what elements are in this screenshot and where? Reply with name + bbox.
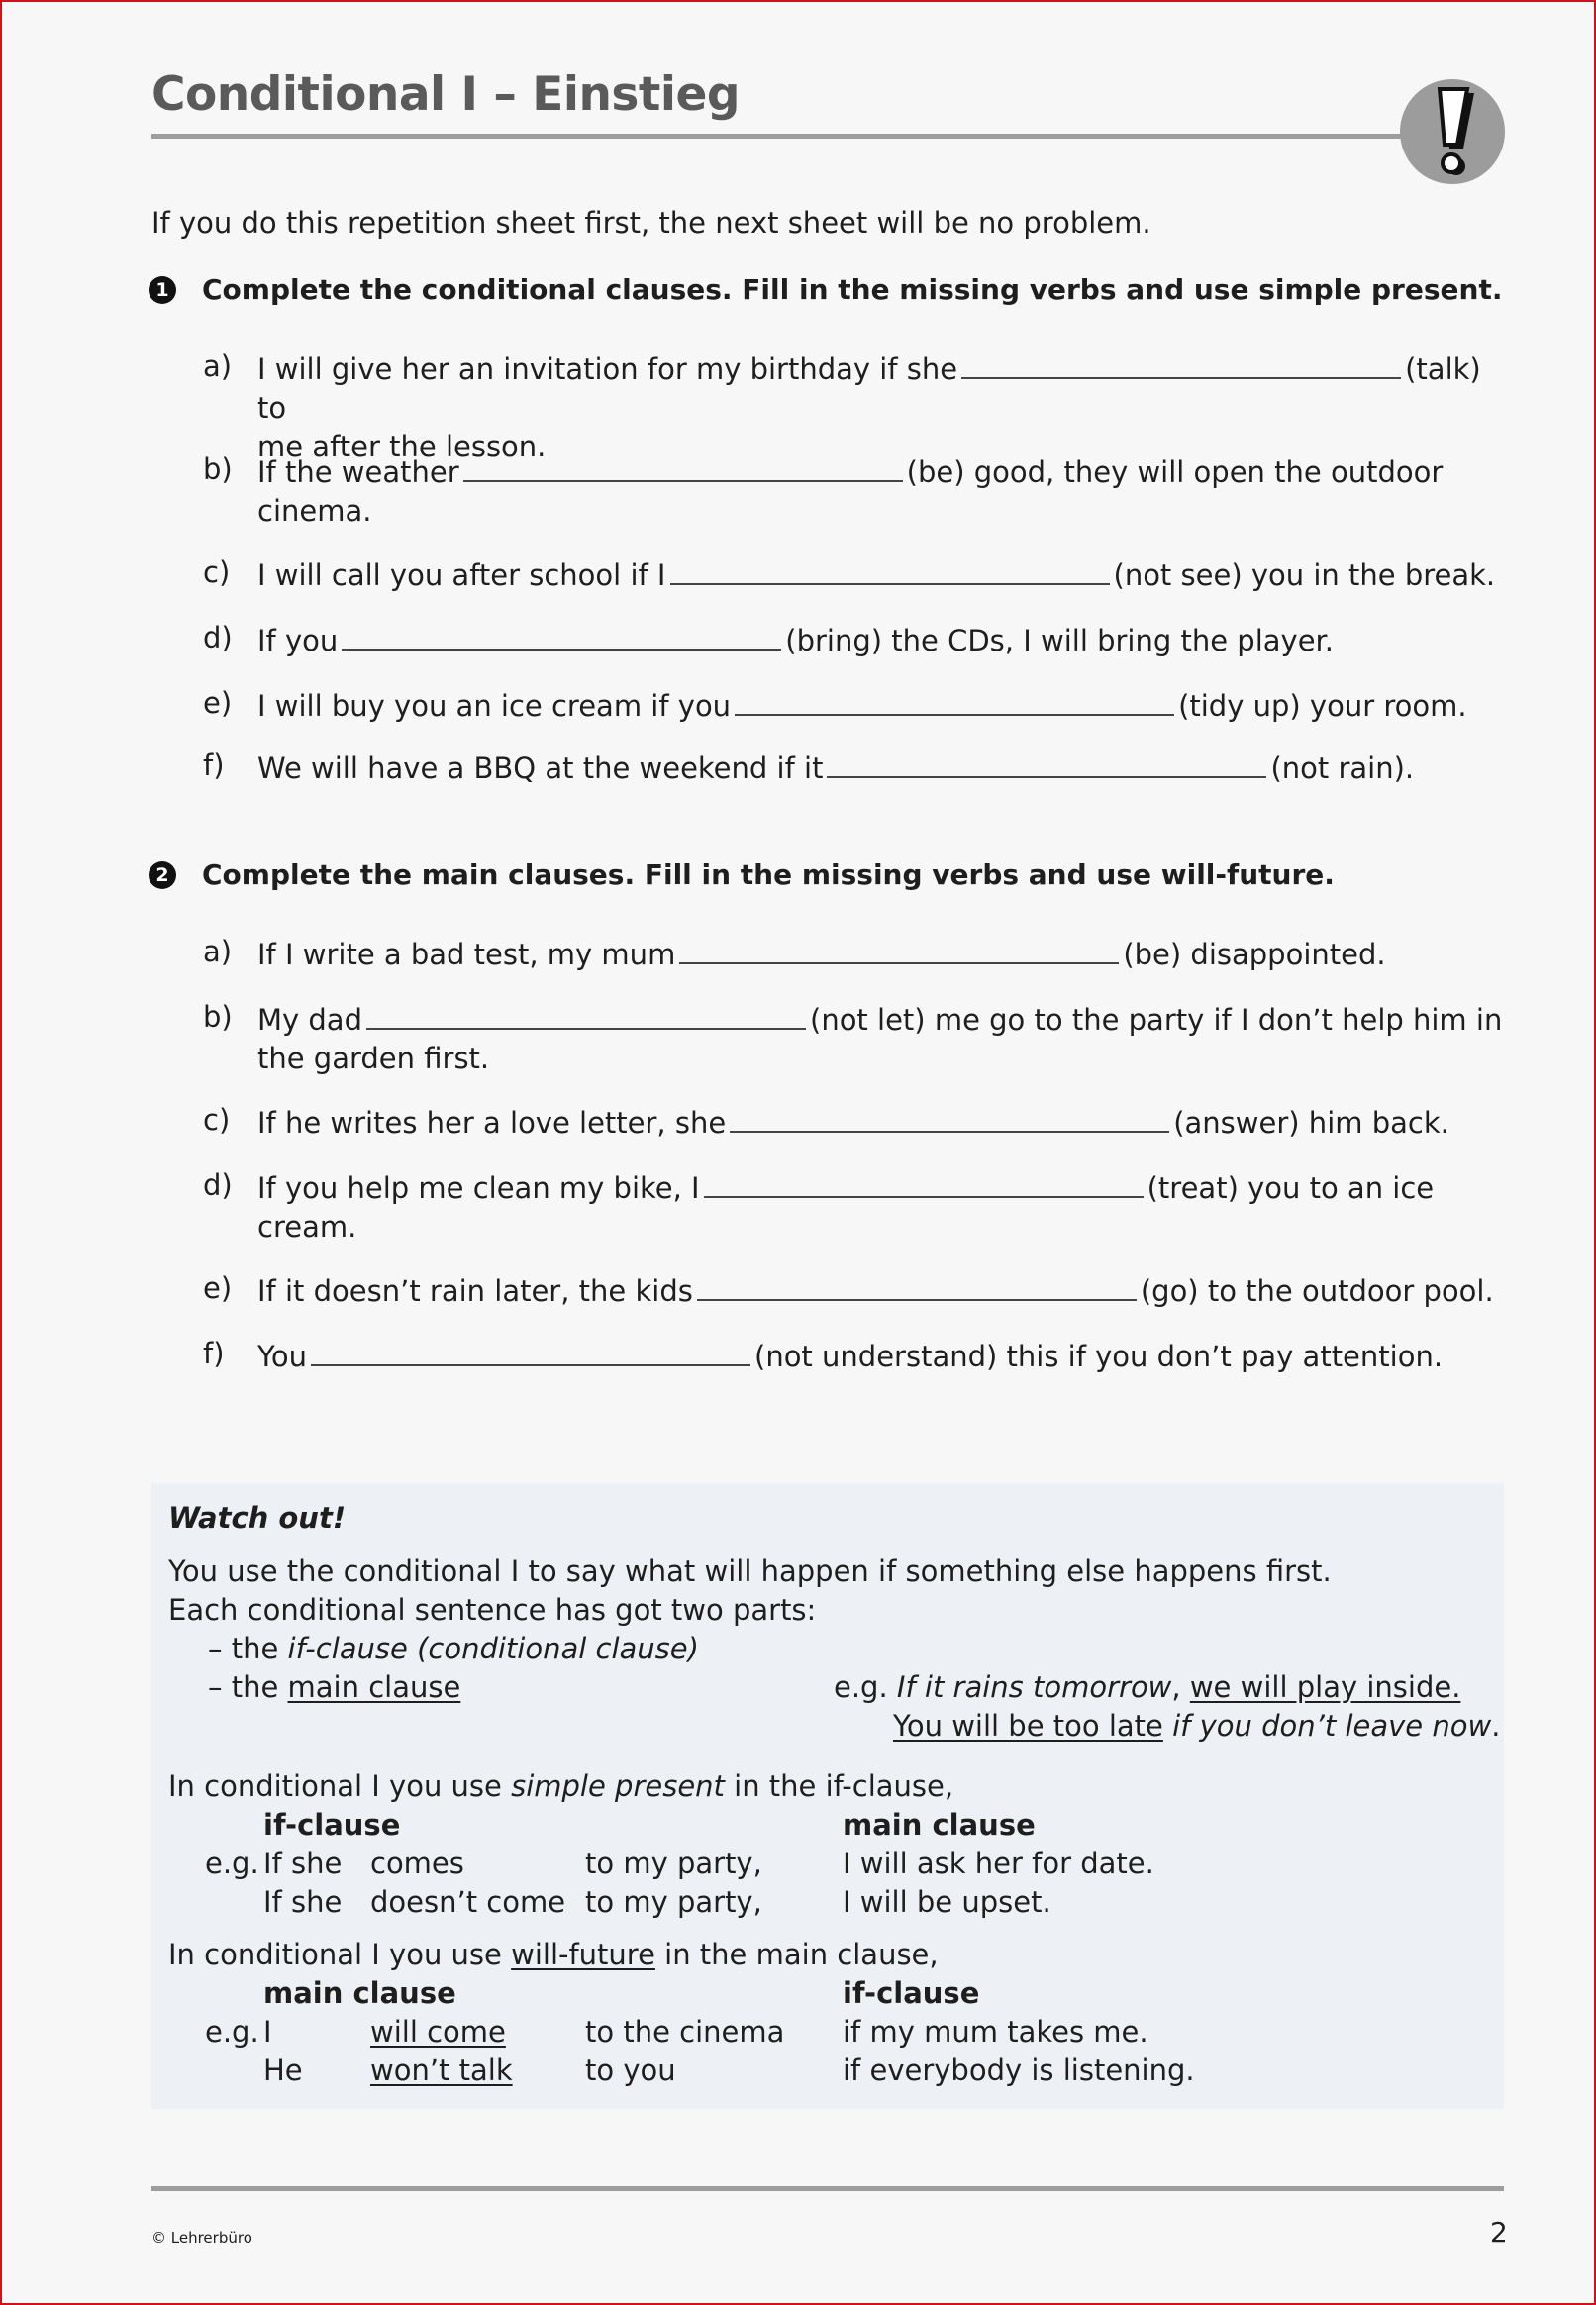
item-text: the garden first.	[257, 1042, 490, 1075]
item-text: If he writes her a love letter, she	[257, 1106, 727, 1140]
item-label: d)	[203, 621, 233, 654]
part-if-clause	[208, 1632, 699, 1665]
table1-main: I will be upset.	[843, 1885, 1051, 1919]
item-text: (tidy up) your room.	[1178, 689, 1467, 723]
table2-subject: He	[263, 2054, 303, 2087]
simple-present-rule	[168, 1769, 953, 1803]
item-text: (treat) you to an ice	[1147, 1171, 1435, 1205]
item-text: If it doesn’t rain later, the kids	[257, 1274, 693, 1308]
table2-col-if-clause: if-clause	[843, 1976, 980, 2010]
answer-blank[interactable]	[827, 747, 1266, 778]
answer-blank[interactable]	[463, 451, 903, 482]
rule-text: In conditional I you use	[168, 1769, 512, 1803]
task-heading-text: Complete the main clauses. Fill in the missing verbs and use will-future.	[202, 858, 1335, 891]
task2-item-e	[203, 1269, 1510, 1311]
answer-blank[interactable]	[697, 1269, 1137, 1301]
part-main-clause	[208, 1670, 460, 1704]
table1-rest: to my party,	[585, 1885, 762, 1919]
item-label: a)	[203, 350, 233, 383]
rule-tense: will-future	[511, 1938, 655, 1971]
answer-blank[interactable]	[961, 348, 1401, 379]
table1-main: I will ask her for date.	[843, 1847, 1154, 1880]
item-text: If you help me clean my bike, I	[257, 1171, 700, 1205]
example-main-clause: we will play inside.	[1189, 1670, 1461, 1704]
item-label: b)	[203, 1000, 233, 1034]
task2-item-a	[203, 933, 1510, 974]
item-label: c)	[203, 1103, 231, 1137]
item-label: e)	[203, 686, 233, 720]
table2-verb: won’t talk	[370, 2054, 513, 2087]
item-text: If you	[257, 624, 339, 657]
table2-verb: will come	[370, 2015, 506, 2049]
rule-text: in the if-clause,	[724, 1769, 954, 1803]
example-period: .	[1491, 1709, 1501, 1743]
task1-item-b	[203, 451, 1510, 531]
task2-item-d	[203, 1166, 1510, 1247]
table1-rest: to my party,	[585, 1847, 762, 1880]
item-text: (answer) him back.	[1173, 1106, 1449, 1140]
item-text: (talk) to	[257, 352, 1481, 425]
table1-verb: comes	[370, 1847, 464, 1880]
item-text: You	[257, 1340, 307, 1373]
item-text: We will have a BBQ at the weekend if it	[257, 752, 824, 785]
table1-verb: doesn’t come	[370, 1885, 566, 1919]
item-text: (bring) the CDs, I will bring the player.	[785, 624, 1335, 657]
item-text: (not see) you in the break.	[1113, 558, 1496, 592]
table2-col-main-clause: main clause	[263, 1976, 456, 2010]
page-title: Conditional I – Einstieg	[151, 67, 740, 122]
table2-eg: e.g.	[205, 2015, 259, 2049]
table2-main: if everybody is listening.	[843, 2054, 1195, 2087]
item-text: I will buy you an ice cream if you	[257, 689, 732, 723]
task1-item-c	[203, 553, 1510, 595]
task1-item-d	[203, 619, 1510, 660]
watch-out-title: Watch out!	[168, 1501, 347, 1535]
table2-subject: I	[263, 2015, 272, 2049]
item-text: cream.	[257, 1210, 357, 1244]
part-prefix: – the	[208, 1632, 288, 1665]
item-label: b)	[203, 452, 233, 486]
page-number: 2	[1490, 2216, 1508, 2249]
will-future-rule	[168, 1938, 939, 1971]
item-text: cinema.	[257, 494, 372, 528]
table2-rest: to the cinema	[585, 2015, 785, 2049]
item-label: c)	[203, 555, 231, 589]
eg-label: e.g.	[834, 1670, 888, 1704]
rule-text: In conditional I you use	[168, 1938, 512, 1971]
item-text: If I write a bad test, my mum	[257, 938, 676, 971]
watch-out-box	[151, 1483, 1504, 2109]
example-if-clause: If it rains tomorrow	[896, 1670, 1172, 1704]
task1-heading	[149, 273, 1502, 306]
item-text: (go) to the outdoor pool.	[1140, 1274, 1494, 1308]
table1-col-main-clause: main clause	[843, 1808, 1036, 1842]
item-text: (not understand) this if you don’t pay attention.	[754, 1340, 1444, 1373]
exclamation-mark-icon	[1398, 77, 1507, 186]
answer-blank[interactable]	[735, 684, 1174, 716]
task2-item-c	[203, 1101, 1510, 1143]
task2-heading	[149, 858, 1335, 891]
answer-blank[interactable]	[730, 1101, 1169, 1133]
item-text: I will call you after school if I	[257, 558, 666, 592]
item-label: f)	[203, 749, 225, 782]
item-text: I will give her an invitation for my birthday if she	[257, 352, 958, 386]
item-text: My dad	[257, 1003, 362, 1037]
task-heading-text: Complete the conditional clauses. Fill in the missing verbs and use simple present.	[202, 273, 1503, 306]
task2-item-f	[203, 1335, 1510, 1376]
item-text: me after the lesson.	[257, 430, 547, 463]
item-text: (not let) me go to the party if I don’t help him in	[810, 1003, 1503, 1037]
rule-text: in the main clause,	[654, 1938, 939, 1971]
item-label: a)	[203, 935, 233, 968]
table1-subject: If she	[263, 1847, 343, 1880]
task2-item-b	[203, 998, 1510, 1078]
task1-item-f	[203, 747, 1510, 788]
task1-item-e	[203, 684, 1510, 726]
task-number: 2	[149, 861, 176, 889]
copyright: © Lehrerbüro	[151, 2229, 252, 2247]
table2-rest: to you	[585, 2054, 676, 2087]
watch-out-text: Each conditional sentence has got two parts:	[168, 1593, 817, 1627]
item-text: If the weather	[257, 455, 459, 489]
item-label: f)	[203, 1337, 225, 1370]
item-label: e)	[203, 1271, 233, 1305]
part-prefix: – the	[208, 1670, 288, 1704]
intro-text: If you do this repetition sheet first, the next sheet will be no problem.	[151, 206, 1151, 240]
answer-blank[interactable]	[366, 998, 806, 1030]
watch-out-text: You use the conditional I to say what will happen if something else happens first.	[168, 1554, 1332, 1588]
answer-blank[interactable]	[311, 1335, 750, 1366]
table1-subject: If she	[263, 1885, 343, 1919]
table1-eg: e.g.	[205, 1847, 259, 1880]
answer-blank[interactable]	[670, 553, 1110, 585]
example-comma: ,	[1171, 1670, 1181, 1704]
footer-divider	[151, 2186, 1504, 2191]
table2-main: if my mum takes me.	[843, 2015, 1148, 2049]
part-label: if-clause (conditional clause)	[287, 1632, 699, 1665]
item-text: (not rain).	[1270, 752, 1415, 785]
item-label: d)	[203, 1168, 233, 1202]
answer-blank[interactable]	[679, 933, 1119, 964]
table1-col-if-clause: if-clause	[263, 1808, 401, 1842]
example-sentence-2	[893, 1709, 1500, 1743]
task-number: 1	[149, 276, 176, 304]
item-text: (be) disappointed.	[1123, 938, 1386, 971]
example-main-clause: You will be too late	[893, 1709, 1163, 1743]
item-text: (be) good, they will open the outdoor	[906, 455, 1444, 489]
part-label: main clause	[287, 1670, 461, 1704]
example-if-clause: if you don’t leave now	[1172, 1709, 1492, 1743]
answer-blank[interactable]	[704, 1166, 1144, 1198]
rule-tense: simple present	[511, 1769, 725, 1803]
answer-blank[interactable]	[342, 619, 781, 651]
example-sentence-1	[834, 1670, 1460, 1704]
title-divider	[151, 134, 1409, 139]
task1-item-a	[203, 348, 1510, 466]
